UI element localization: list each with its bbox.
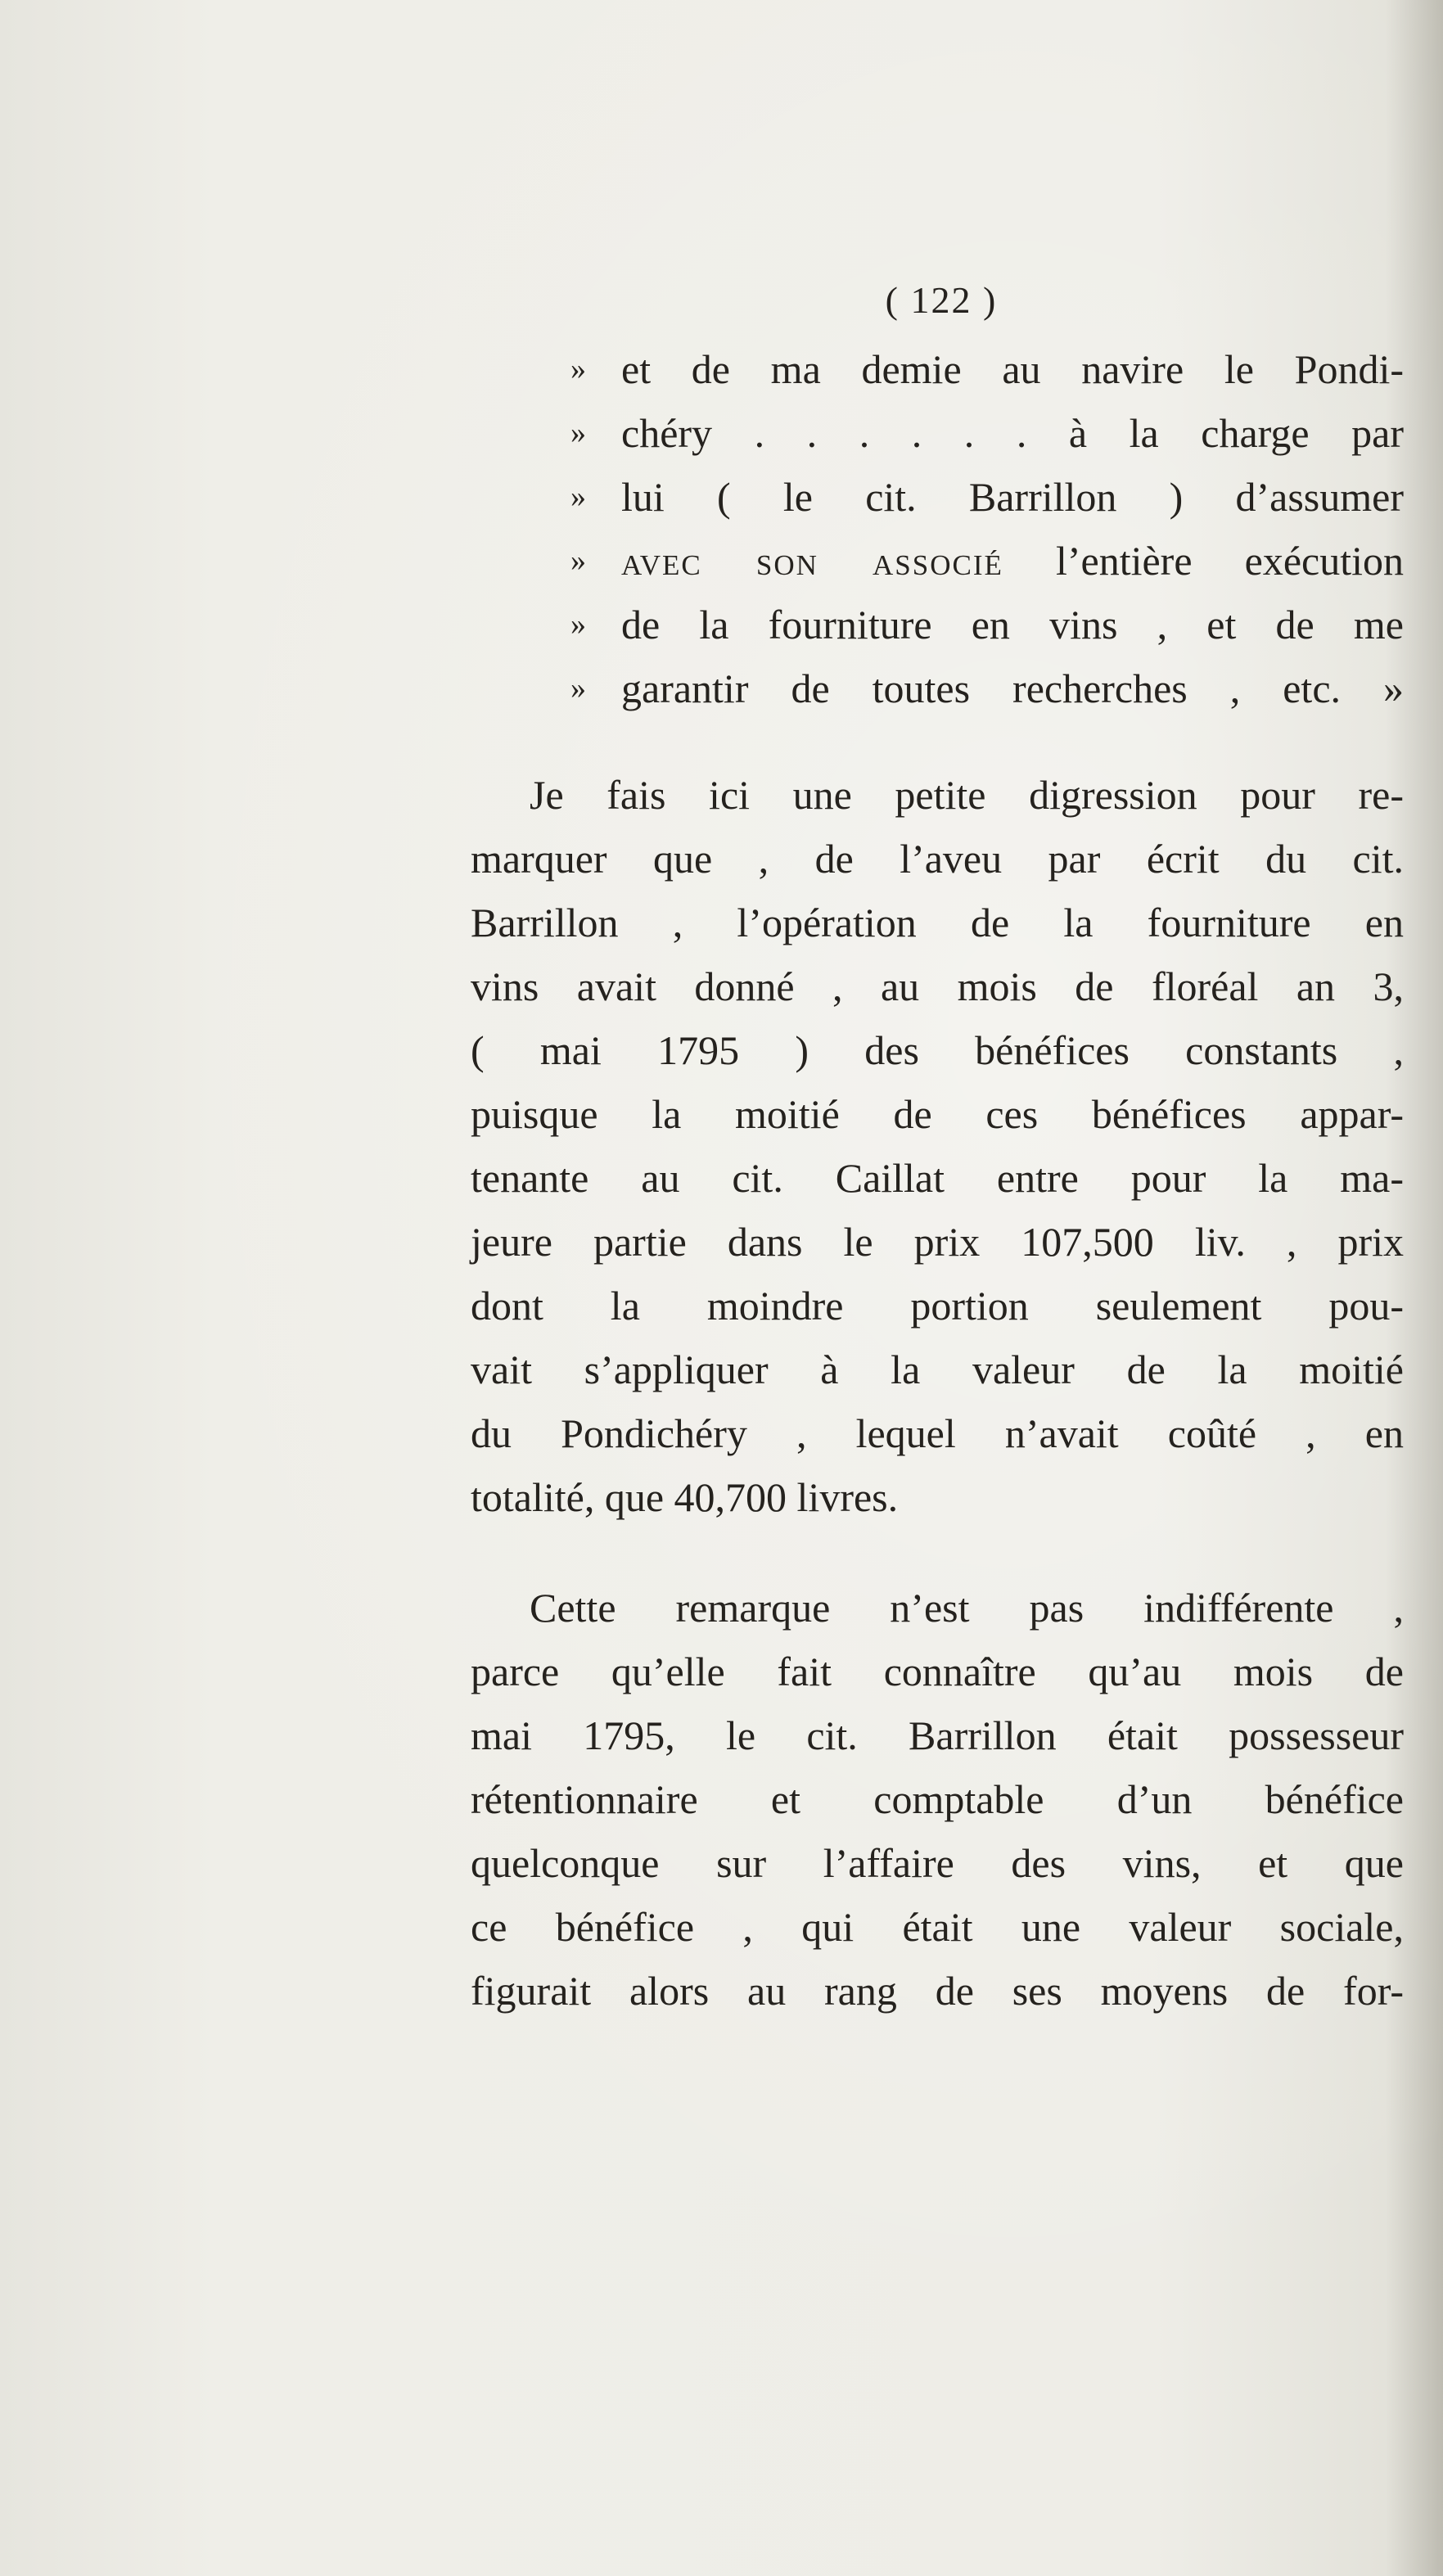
paragraph-line: puisque la moitié de ces bénéfices appar- bbox=[471, 1091, 1404, 1137]
quote-line-text: de la fourniture en vins , et de me bbox=[621, 602, 1404, 647]
paragraph-line: quelconque sur l’affaire des vins, et que bbox=[471, 1840, 1404, 1886]
quote-mark: » bbox=[570, 607, 586, 642]
paragraph-line: dont la moindre portion seulement pou- bbox=[471, 1283, 1404, 1329]
quote-mark: » bbox=[570, 416, 586, 450]
quote-line-text: garantir de toutes recherches , etc. » bbox=[621, 665, 1404, 711]
paragraph-line: Je fais ici une petite digression pour re- bbox=[530, 772, 1404, 818]
paragraph-line: totalité, que 40,700 livres. bbox=[471, 1474, 899, 1520]
smallcaps-phrase: avec son associé bbox=[621, 538, 1003, 584]
paragraph-line: vins avait donné , au mois de floréal an 3, bbox=[471, 963, 1404, 1009]
paragraph-line: vait s’appliquer à la valeur de la moitié bbox=[471, 1347, 1404, 1392]
quote-line-text: chéry . . . . . . à la charge par bbox=[621, 410, 1404, 456]
quote-line-text: et de ma demie au navire le Pondi- bbox=[621, 346, 1404, 392]
paragraph-line: tenante au cit. Caillat entre pour la ma- bbox=[471, 1155, 1404, 1201]
paragraph-line: Barrillon , l’opération de la fourniture en bbox=[471, 900, 1404, 945]
quote-line bbox=[471, 337, 1404, 401]
quote-line bbox=[471, 465, 1404, 529]
quote-mark: » bbox=[570, 352, 586, 386]
quote-line bbox=[471, 593, 1404, 656]
paragraph-line: ce bénéfice , qui était une valeur sociale, bbox=[471, 1904, 1404, 1950]
quoted-passage bbox=[471, 337, 1404, 720]
quote-mark: » bbox=[570, 480, 586, 514]
quote-line bbox=[471, 656, 1404, 720]
quote-mark: » bbox=[570, 544, 586, 578]
quote-line bbox=[471, 529, 1404, 593]
paragraph-line: marquer que , de l’aveu par écrit du cit. bbox=[471, 836, 1404, 882]
quote-mark: » bbox=[570, 671, 586, 706]
quote-line-tail: l’entière exécution bbox=[1055, 538, 1404, 584]
quote-line-text: lui ( le cit. Barrillon ) d’assumer bbox=[621, 474, 1404, 520]
paragraph-digression bbox=[471, 763, 1404, 1529]
paragraph-line: parce qu’elle fait connaître qu’au mois de bbox=[471, 1649, 1404, 1694]
quote-line-text bbox=[621, 529, 1404, 593]
paragraph-line: du Pondichéry , lequel n’avait coûté , en bbox=[471, 1410, 1404, 1456]
page-number: ( 122 ) bbox=[885, 279, 998, 321]
paragraph-remark bbox=[471, 1576, 1404, 2023]
paragraph-line: figurait alors au rang de ses moyens de for- bbox=[471, 1968, 1404, 2014]
paragraph-line: jeure partie dans le prix 107,500 liv. , prix bbox=[471, 1219, 1404, 1265]
quote-line bbox=[471, 401, 1404, 465]
paragraph-line: mai 1795, le cit. Barrillon était possesseur bbox=[471, 1712, 1404, 1758]
paragraph-line: Cette remarque n’est pas indifférente , bbox=[530, 1585, 1404, 1631]
paragraph-line: rétentionnaire et comptable d’un bénéfice bbox=[471, 1776, 1404, 1822]
paragraph-line: ( mai 1795 ) des bénéfices constants , bbox=[471, 1027, 1404, 1073]
